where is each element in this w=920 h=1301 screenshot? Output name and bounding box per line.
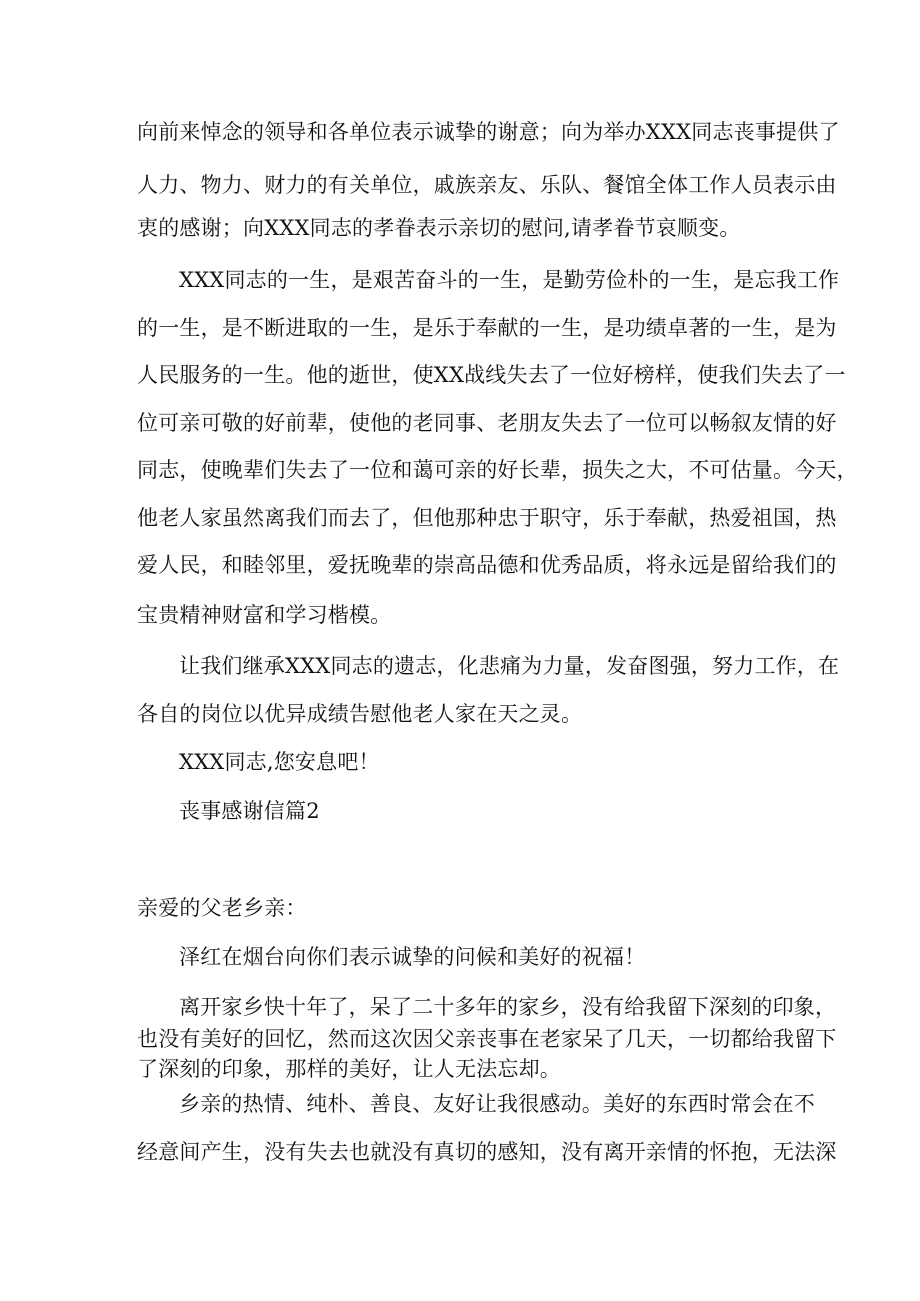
text-line: 向前来悼念的领导和各单位表示诚挚的谢意；向为举办XXX同志丧事提供了 xyxy=(137,120,840,144)
text-line: 也没有美好的回忆，然而这次因父亲丧事在老家呆了几天，一切都给我留下 xyxy=(137,1027,837,1051)
text-line: 经意间产生，没有失去也就没有真切的感知，没有离开亲情的怀抱，无法深 xyxy=(137,1140,837,1164)
salutation: 亲爱的父老乡亲： xyxy=(137,896,307,920)
text-line: 人民服务的一生。他的逝世，使XX战线失去了一位好榜样，使我们失去了一 xyxy=(137,363,846,387)
text-line: 衷的感谢；向XXX同志的孝眷表示亲切的慰问,请孝眷节哀顺变。 xyxy=(137,216,741,240)
text-line: 他老人家虽然离我们而去了，但他那种忠于职守，乐于奉献，热爱祖国，热 xyxy=(137,506,837,530)
text-line: 各自的岗位以优异成绩告慰他老人家在天之灵。 xyxy=(137,702,583,726)
text-line: 离开家乡快十年了，呆了二十多年的家乡，没有给我留下深刻的印象， xyxy=(179,995,837,1019)
text-line: 泽红在烟台向你们表示诚挚的问候和美好的祝福！ xyxy=(179,945,646,969)
closing-line: XXX同志,您安息吧！ xyxy=(179,750,380,774)
text-line: 让我们继承XXX同志的遗志，化悲痛为力量，发奋图强，努力工作，在 xyxy=(179,654,840,678)
text-line: 人力、物力、财力的有关单位，戚族亲友、乐队、餐馆全体工作人员表示由 xyxy=(137,173,837,197)
text-line: XXX同志的一生，是艰苦奋斗的一生，是勤劳俭朴的一生，是忘我工作 xyxy=(179,268,840,292)
text-line: 位可亲可敬的好前辈，使他的老同事、老朋友失去了一位可以畅叙友情的好 xyxy=(137,411,837,435)
text-line: 同志，使晚辈们失去了一位和蔼可亲的好长辈，损失之大，不可估量。今天， xyxy=(137,458,858,482)
text-line: 乡亲的热情、纯朴、善良、友好让我很感动。美好的东西时常会在不 xyxy=(179,1092,815,1116)
text-line: 宝贵精神财富和学习楷模。 xyxy=(137,603,392,627)
section-title: 丧事感谢信篇2 xyxy=(179,799,320,823)
text-line: 爱人民，和睦邻里，爱抚晚辈的崇高品德和优秀品质，将永远是留给我们的 xyxy=(137,553,837,577)
text-line: 的一生，是不断进取的一生，是乐于奉献的一生，是功绩卓著的一生，是为 xyxy=(137,316,837,340)
text-line: 了深刻的印象，那样的美好，让人无法忘却。 xyxy=(137,1057,561,1081)
